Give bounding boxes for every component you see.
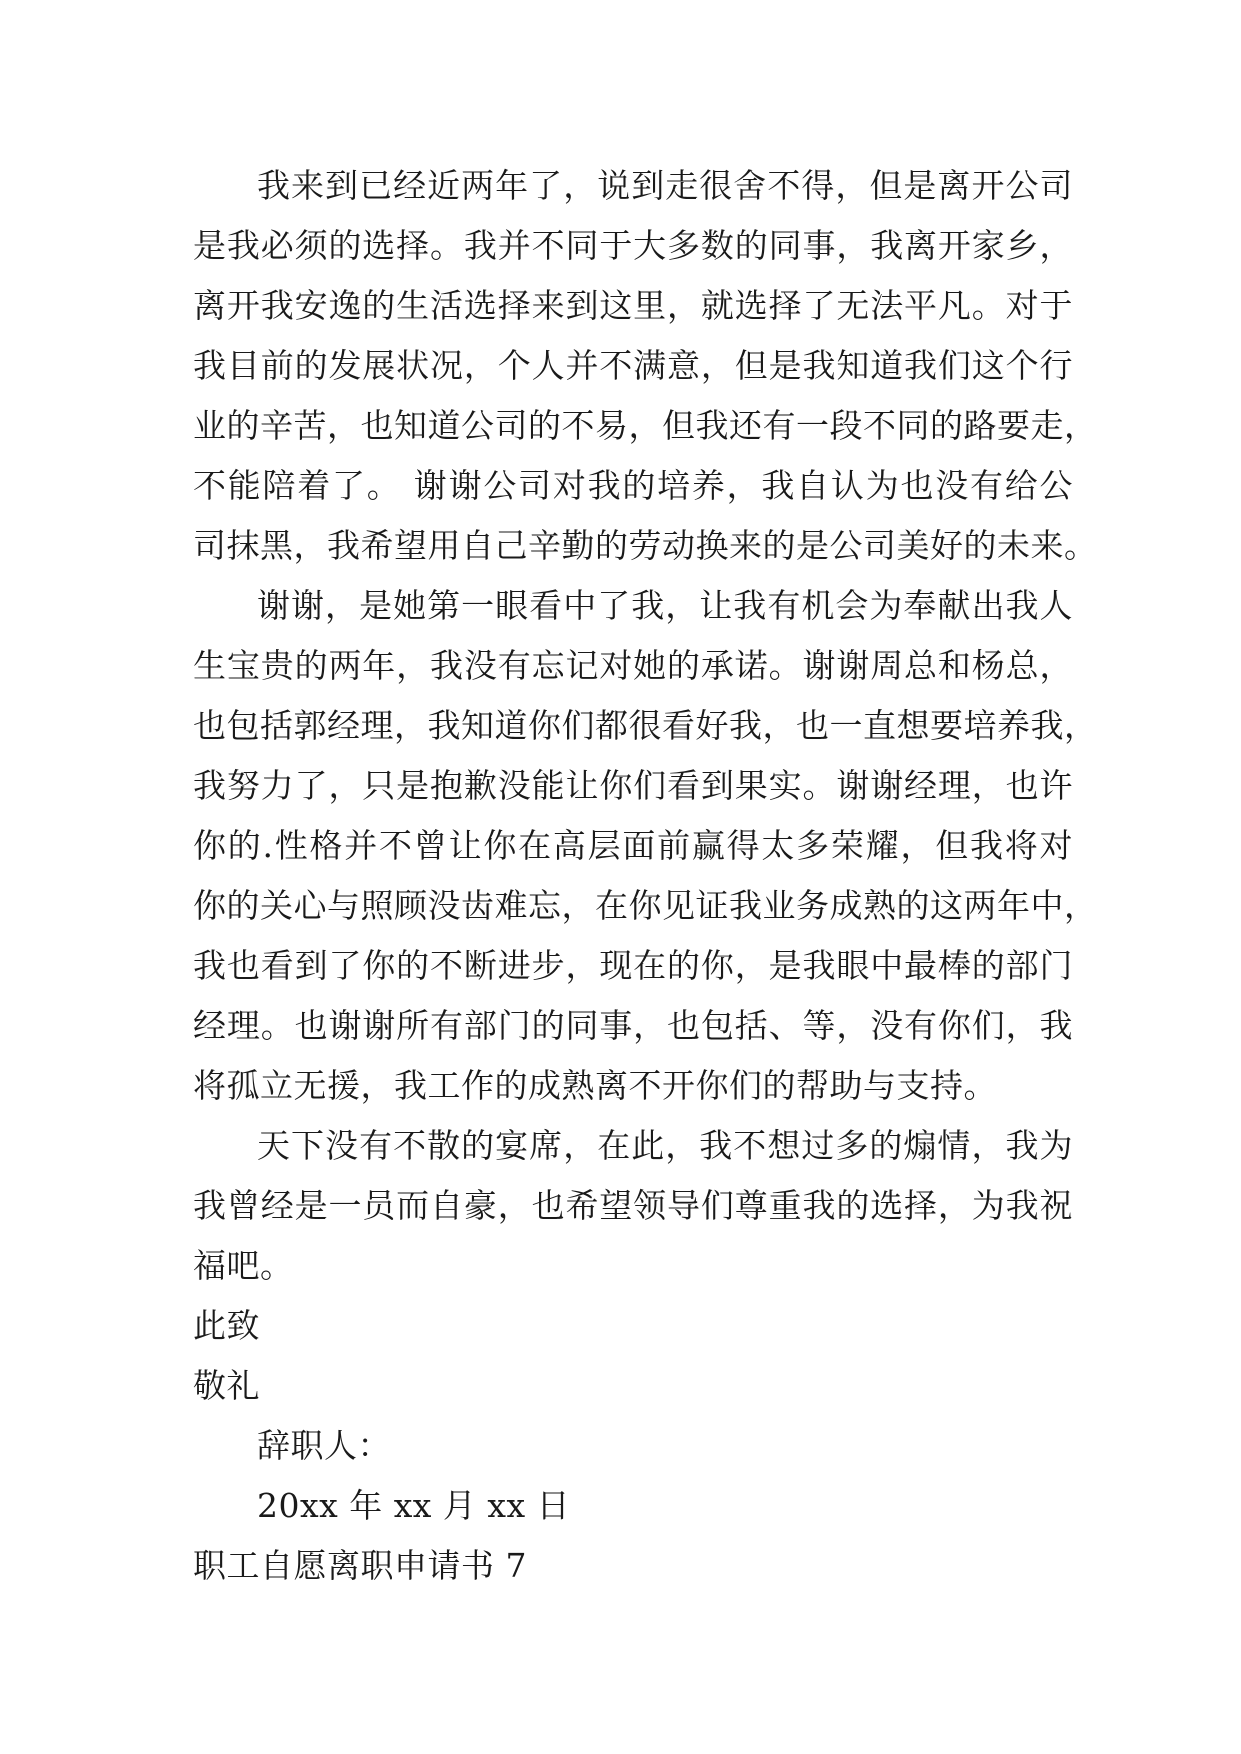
closing-salutation: 此致 bbox=[193, 1306, 260, 1345]
next-section-title: 职工自愿离职申请书 7 bbox=[193, 1546, 527, 1585]
paragraph-thanks-colleagues bbox=[193, 576, 1098, 1116]
paragraph-line: 谢谢，是她第一眼看中了我，让我有机会为奉献出我人 bbox=[257, 586, 1073, 625]
paragraph-line: 司抹黑，我希望用自己辛勤的劳动换来的是公司美好的未来。 bbox=[193, 526, 1098, 565]
paragraph-line: 福吧。 bbox=[193, 1246, 294, 1285]
paragraph-line: 离开我安逸的生活选择来到这里，就选择了无法平凡。对于 bbox=[193, 286, 1073, 325]
paragraph-line: 你的.性格并不曾让你在高层面前赢得太多荣耀，但我将对 bbox=[193, 826, 1073, 865]
paragraph-line: 我曾经是一员而自豪，也希望领导们尊重我的选择，为我祝 bbox=[193, 1186, 1073, 1225]
signature-date: 20xx 年 xx 月 xx 日 bbox=[257, 1486, 571, 1525]
paragraph-farewell bbox=[193, 1116, 1073, 1296]
closing-regards: 敬礼 bbox=[193, 1366, 260, 1405]
paragraph-line: 是我必须的选择。我并不同于大多数的同事，我离开家乡， bbox=[193, 226, 1073, 265]
signer-label: 辞职人： bbox=[257, 1426, 391, 1465]
paragraph-line: 你的关心与照顾没齿难忘，在你见证我业务成熟的这两年中， bbox=[193, 886, 1098, 925]
paragraph-line: 天下没有不散的宴席，在此，我不想过多的煽情，我为 bbox=[257, 1126, 1073, 1165]
letter-body bbox=[193, 156, 1098, 1596]
paragraph-gratitude-intro bbox=[193, 156, 1098, 576]
paragraph-line: 经理。也谢谢所有部门的同事，也包括、等，没有你们，我 bbox=[193, 1006, 1073, 1045]
paragraph-line: 我来到已经近两年了，说到走很舍不得，但是离开公司 bbox=[257, 166, 1073, 205]
paragraph-line: 业的辛苦，也知道公司的不易，但我还有一段不同的路要走， bbox=[193, 406, 1098, 445]
paragraph-line: 我也看到了你的不断进步，现在的你，是我眼中最棒的部门 bbox=[193, 946, 1073, 985]
paragraph-line: 我目前的发展状况，个人并不满意，但是我知道我们这个行 bbox=[193, 346, 1073, 385]
paragraph-line: 也包括郭经理，我知道你们都很看好我，也一直想要培养我， bbox=[193, 706, 1098, 745]
paragraph-line: 将孤立无援，我工作的成熟离不开你们的帮助与支持。 bbox=[193, 1066, 997, 1105]
paragraph-line: 不能陪着了。 谢谢公司对我的培养，我自认为也没有给公 bbox=[193, 466, 1073, 505]
paragraph-line: 我努力了，只是抱歉没能让你们看到果实。谢谢经理，也许 bbox=[193, 766, 1073, 805]
paragraph-line: 生宝贵的两年，我没有忘记对她的承诺。谢谢周总和杨总， bbox=[193, 646, 1073, 685]
